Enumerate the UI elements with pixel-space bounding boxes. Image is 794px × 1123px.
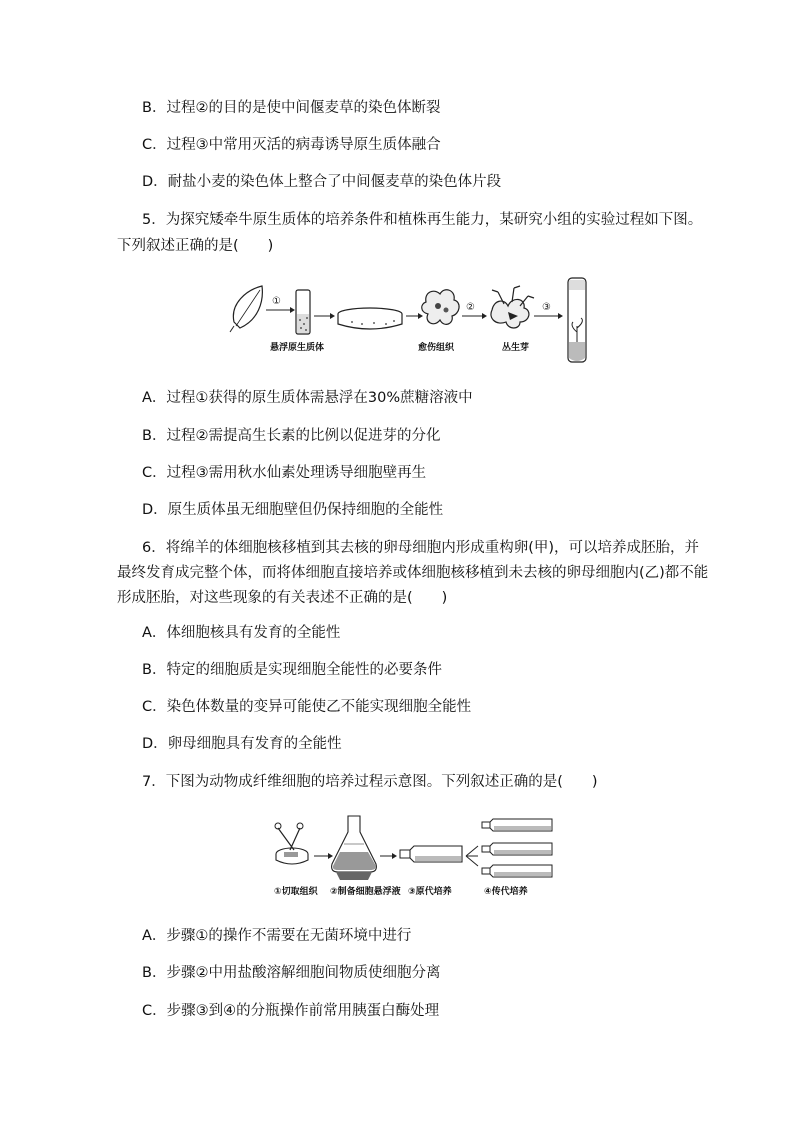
label-shoots: 丛生芽 bbox=[502, 343, 530, 353]
q7-figure bbox=[270, 814, 554, 900]
subculture-flasks-icon bbox=[482, 819, 552, 877]
q5-option-a: A．过程①获得的原生质体需悬浮在30%蔗糖溶液中 bbox=[142, 390, 473, 406]
q4-option-d: D．耐盐小麦的染色体上整合了中间偃麦草的染色体片段 bbox=[142, 174, 502, 190]
q5-option-b: B．过程②需提高生长素的比例以促进芽的分化 bbox=[142, 428, 441, 444]
plantlet-tube-icon bbox=[568, 278, 586, 362]
q6-option-b: B．特定的细胞质是实现细胞全能性的必要条件 bbox=[142, 662, 442, 678]
q6-option-d: D．卵母细胞具有发育的全能性 bbox=[142, 736, 342, 752]
q5-stem-line1: 5．为探究矮牵牛原生质体的培养条件和植株再生能力，某研究小组的实验过程如下图。 bbox=[142, 212, 703, 228]
label-cell-suspension: ②制备细胞悬浮液 bbox=[330, 887, 401, 897]
q6-option-a: A．体细胞核具有发育的全能性 bbox=[142, 625, 341, 641]
label-callus: 愈伤组织 bbox=[418, 343, 455, 353]
dish-scissors-icon bbox=[275, 823, 308, 864]
q5-option-c: C．过程③需用秋水仙素处理诱导细胞壁再生 bbox=[142, 465, 427, 481]
leaf-icon bbox=[230, 286, 262, 332]
q6-stem-line1: 6．将绵羊的体细胞核移植到其去核的卵母细胞内形成重构卵(甲)，可以培养成胚胎，并 bbox=[142, 540, 700, 556]
q7-option-c: C．步骤③到④的分瓶操作前常用胰蛋白酶处理 bbox=[142, 1003, 440, 1019]
q5-step1-label: ① bbox=[272, 296, 281, 307]
shoots-icon bbox=[491, 286, 534, 328]
q7-option-a: A．步骤①的操作不需要在无菌环境中进行 bbox=[142, 928, 412, 944]
q6-stem-line2: 最终发育成完整个体，而将体细胞直接培养或体细胞核移植到未去核的卵母细胞内(乙)都不能 bbox=[117, 565, 709, 581]
label-subculture: ④传代培养 bbox=[484, 887, 528, 897]
label-primary-culture: ③原代培养 bbox=[408, 887, 452, 897]
callus-icon bbox=[422, 290, 459, 325]
q6-option-c: C．染色体数量的变异可能使乙不能实现细胞全能性 bbox=[142, 699, 472, 715]
petri-dish-icon bbox=[338, 308, 402, 329]
label-protoplast: 悬浮原生质体 bbox=[270, 343, 325, 353]
test-tube-icon bbox=[296, 290, 310, 334]
label-cut-tissue: ①切取组织 bbox=[274, 887, 318, 897]
q5-stem-line2: 下列叙述正确的是( ) bbox=[117, 238, 274, 254]
q5-option-d: D．原生质体虽无细胞壁但仍保持细胞的全能性 bbox=[142, 502, 444, 518]
q4-option-c: C．过程③中常用灭活的病毒诱导原生质体融合 bbox=[142, 137, 441, 153]
flask-icon bbox=[332, 816, 377, 880]
q7-stem: 7．下图为动物成纤维细胞的培养过程示意图。下列叙述正确的是( ) bbox=[142, 774, 598, 790]
q4-option-b: B．过程②的目的是使中间偃麦草的染色体断裂 bbox=[142, 100, 441, 116]
q6-stem-line3: 形成胚胎，对这些现象的有关表述不正确的是( ) bbox=[117, 590, 448, 606]
q7-option-b: B．步骤②中用盐酸溶解细胞间物质使细胞分离 bbox=[142, 965, 441, 981]
q5-step3-label: ③ bbox=[542, 302, 551, 313]
q5-step2-label: ② bbox=[466, 302, 475, 313]
culture-flask-icon bbox=[400, 846, 462, 862]
q5-figure bbox=[228, 276, 608, 368]
